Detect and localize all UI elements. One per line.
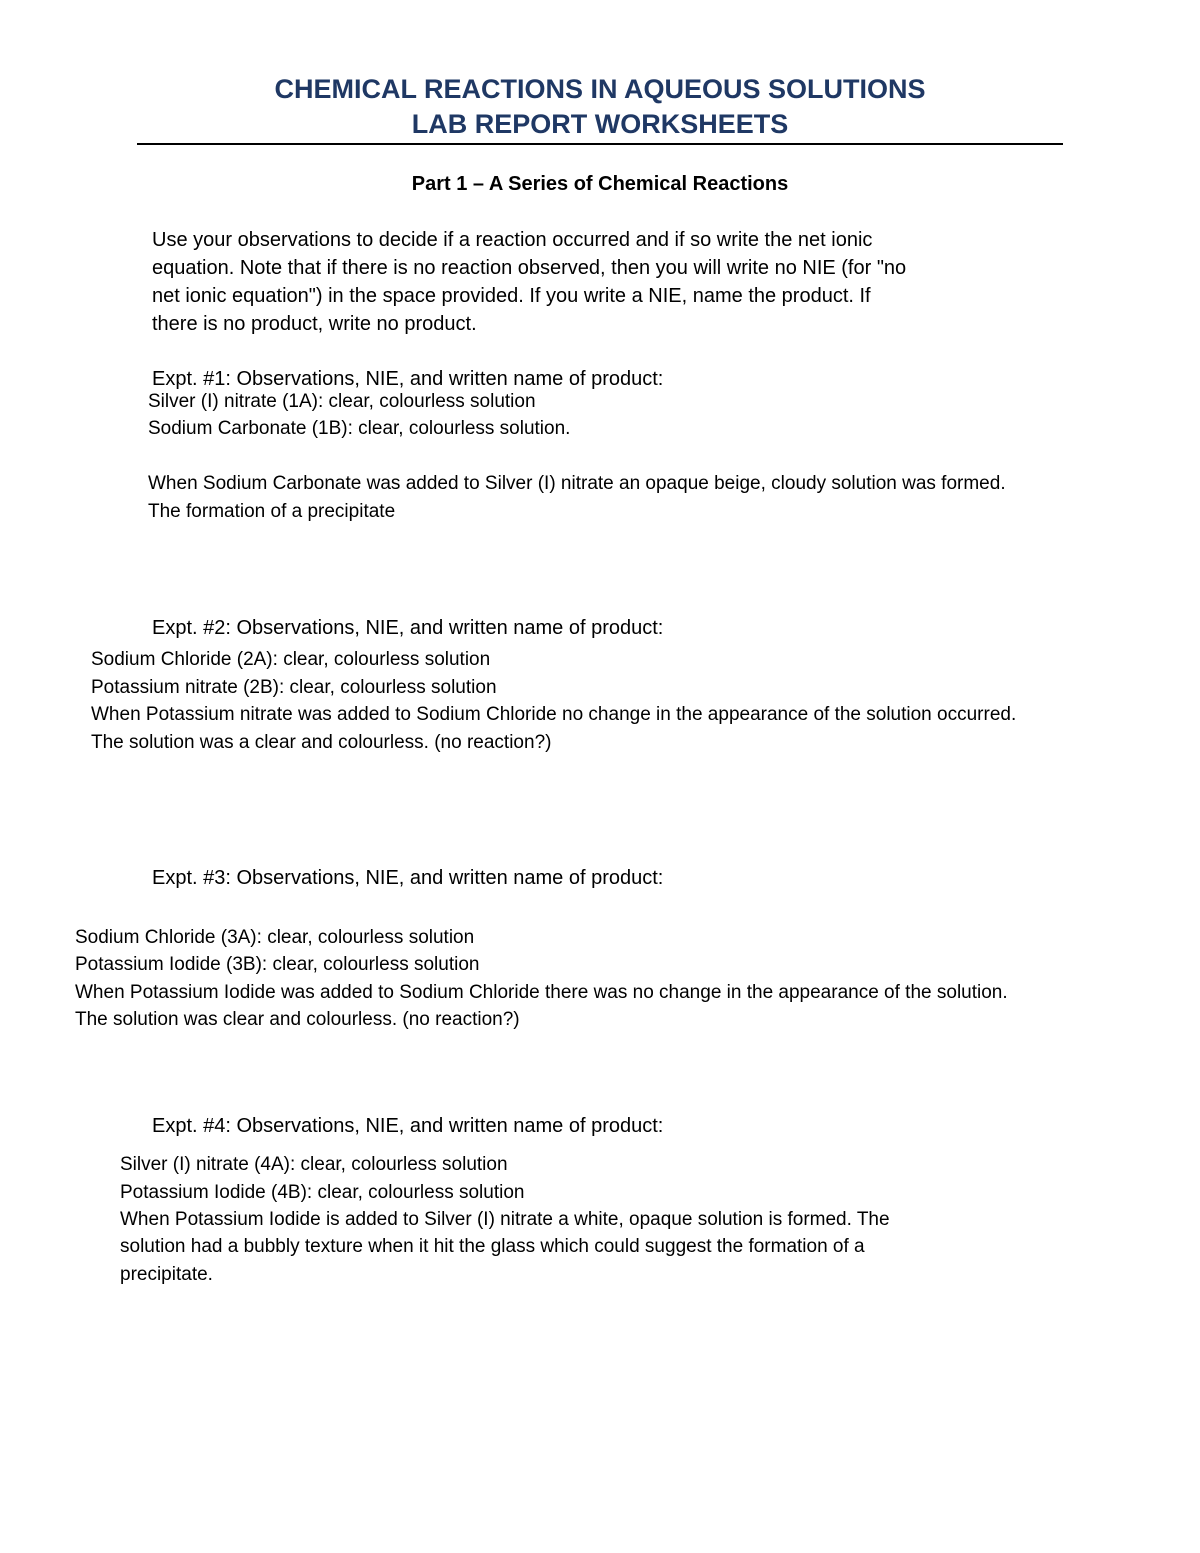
experiment-4-observation: precipitate. — [120, 1264, 213, 1285]
experiment-1-heading: Expt. #1: Observations, NIE, and written name of product: — [152, 368, 664, 390]
experiment-1-observation: The formation of a precipitate — [148, 501, 396, 522]
experiment-3-observation: The solution was clear and colourless. (no reaction?) — [75, 1009, 520, 1030]
instructions-line: Use your observations to decide if a reaction occurred and if so write the net ionic — [152, 229, 873, 251]
experiment-2-observation: Sodium Chloride (2A): clear, colourless solution — [91, 649, 491, 670]
experiment-4-observation: Potassium Iodide (4B): clear, colourless solution — [120, 1182, 525, 1203]
experiment-3-heading: Expt. #3: Observations, NIE, and written name of product: — [152, 867, 664, 889]
experiment-3-observation: Potassium Iodide (3B): clear, colourless solution — [75, 954, 480, 975]
part-1-heading: Part 1 – A Series of Chemical Reactions — [411, 173, 789, 195]
document-title-line-1: CHEMICAL REACTIONS IN AQUEOUS SOLUTIONS — [274, 74, 926, 104]
instructions-line: equation. Note that if there is no reaction observed, then you will write no NIE (for "no — [152, 257, 907, 279]
experiment-4-observation: Silver (I) nitrate (4A): clear, colourless solution — [120, 1154, 508, 1175]
instructions-line: net ionic equation") in the space provided. If you write a NIE, name the product. If — [152, 285, 871, 307]
experiment-3-observation: When Potassium Iodide was added to Sodium Chloride there was no change in the appearance of the solution. — [75, 982, 1008, 1003]
title-divider — [137, 143, 1063, 145]
experiment-2-observation: When Potassium nitrate was added to Sodium Chloride no change in the appearance of the solution occurred. — [91, 704, 1017, 725]
experiment-4-observation: When Potassium Iodide is added to Silver (I) nitrate a white, opaque solution is formed. The — [120, 1209, 890, 1230]
experiment-4-heading: Expt. #4: Observations, NIE, and written name of product: — [152, 1115, 664, 1137]
experiment-1-observation: When Sodium Carbonate was added to Silver (I) nitrate an opaque beige, cloudy solution was formed. — [148, 473, 1006, 494]
experiment-2-heading: Expt. #2: Observations, NIE, and written name of product: — [152, 617, 664, 639]
instructions-line: there is no product, write no product. — [152, 313, 477, 335]
experiment-2-observation: Potassium nitrate (2B): clear, colourless solution — [91, 677, 497, 698]
experiment-3-observation: Sodium Chloride (3A): clear, colourless solution — [75, 927, 475, 948]
experiment-1-observation: Sodium Carbonate (1B): clear, colourless solution. — [148, 418, 571, 439]
experiment-2-observation: The solution was a clear and colourless. (no reaction?) — [91, 732, 552, 753]
experiment-1-observation: Silver (I) nitrate (1A): clear, colourless solution — [148, 391, 536, 412]
experiment-4-observation: solution had a bubbly texture when it hit the glass which could suggest the formation of a — [120, 1236, 865, 1257]
document-title-line-2: LAB REPORT WORKSHEETS — [411, 109, 789, 139]
